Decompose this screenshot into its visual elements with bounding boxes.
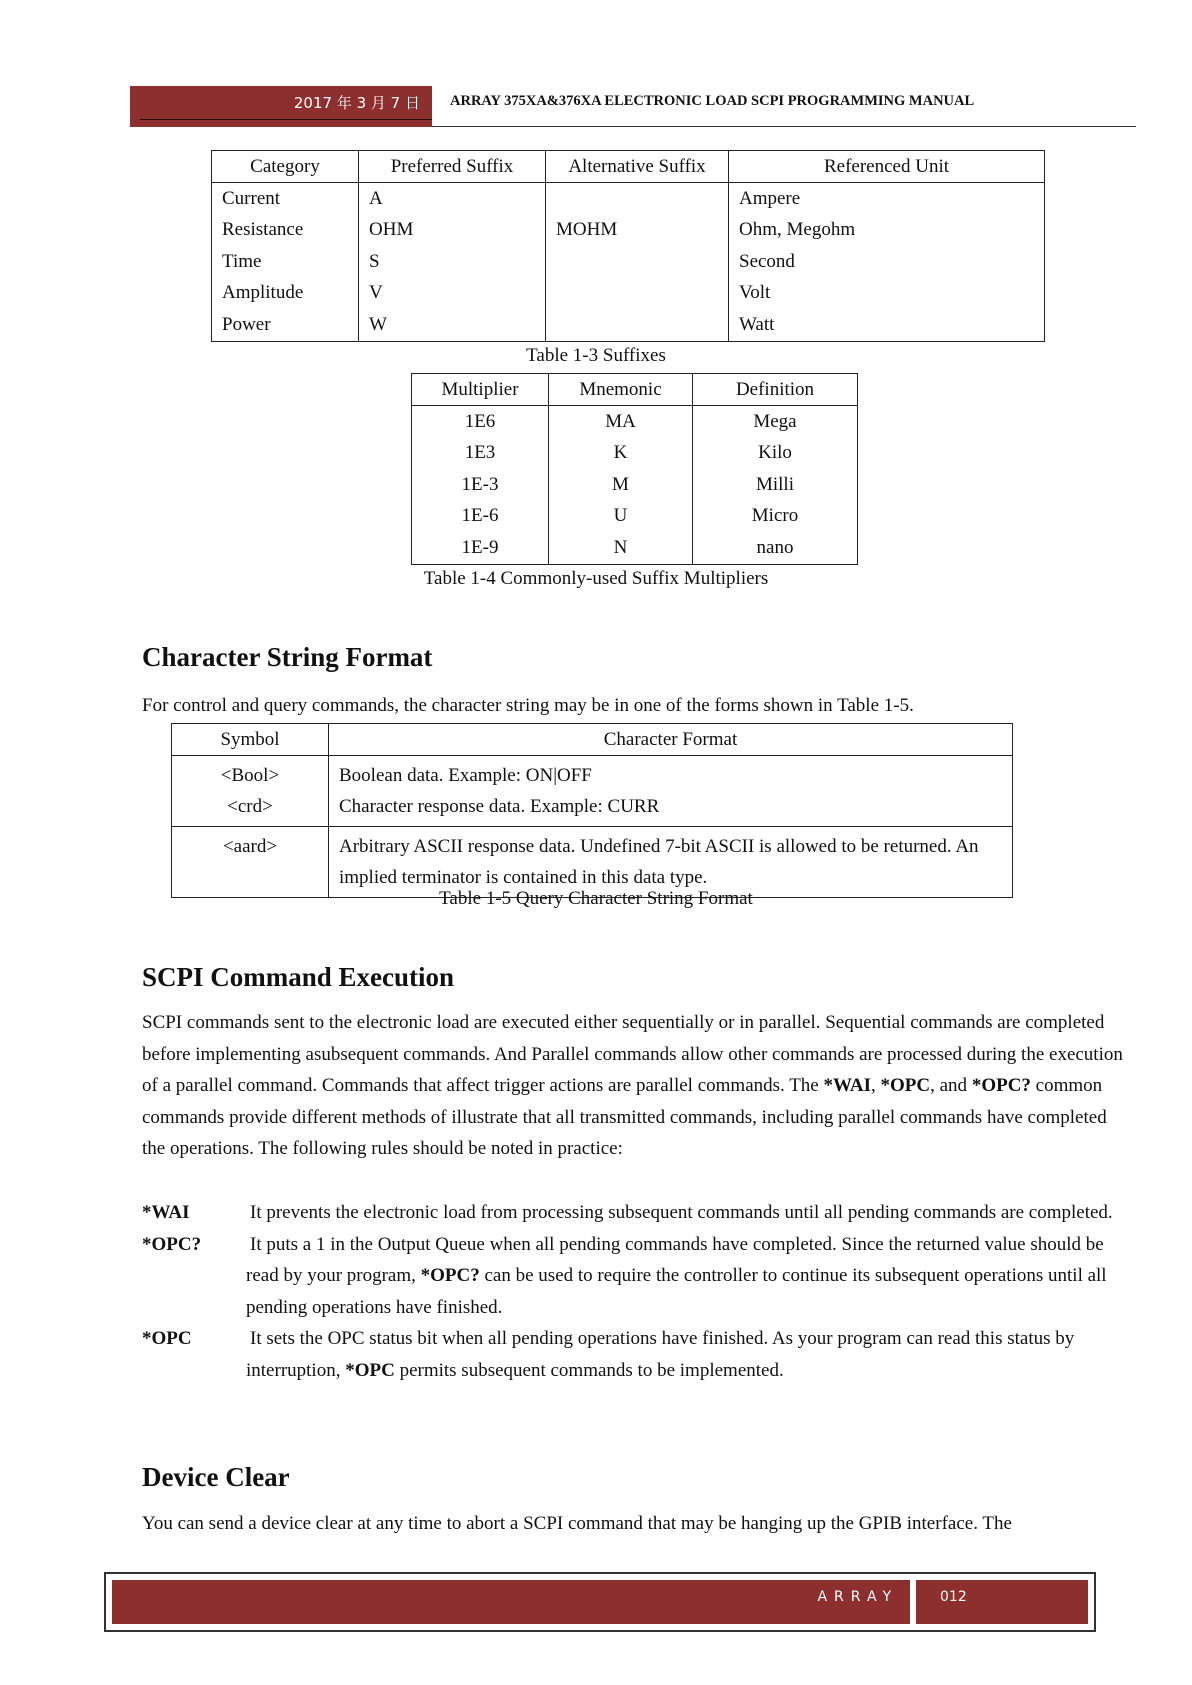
rule-text: It sets the OPC status bit when all pending operations have finished. As your program can read this status by interruption, bbox=[246, 1328, 1075, 1381]
table-cell bbox=[546, 309, 729, 341]
paragraph-text: common commands provide different methods of illustrate that all transmitted commands, including parallel commands have completed the operations. The following rules should be noted in practice: bbox=[142, 1075, 1107, 1160]
paragraph bbox=[142, 1007, 1132, 1165]
rule-term: *OPC? bbox=[142, 1233, 202, 1255]
table-cell: S bbox=[359, 246, 546, 278]
table-cell: U bbox=[549, 501, 693, 533]
paragraph-text: The bbox=[789, 1075, 824, 1097]
table-cell: M bbox=[549, 469, 693, 501]
table-cell: Watt bbox=[729, 309, 1045, 341]
table-row bbox=[212, 183, 1045, 215]
table-cell: Mega bbox=[693, 406, 858, 438]
table-cell: MA bbox=[549, 406, 693, 438]
rule-desc bbox=[246, 1229, 1132, 1324]
section-heading: Device Clear bbox=[142, 1462, 290, 1492]
table-cell: K bbox=[549, 438, 693, 470]
table-cell: 1E-6 bbox=[412, 501, 549, 533]
table-row bbox=[172, 756, 1013, 827]
rule-term: *OPC bbox=[142, 1328, 192, 1350]
table-row bbox=[212, 215, 1045, 247]
paragraph-text: , and bbox=[930, 1075, 972, 1097]
table-header-row bbox=[172, 724, 1013, 756]
format-crd: Character response data. Example: CURR bbox=[339, 796, 660, 817]
header-rule bbox=[432, 126, 1136, 127]
command-opc-query: *OPC? bbox=[971, 1075, 1031, 1097]
table-cell: MOHM bbox=[546, 215, 729, 247]
table-cell: Current bbox=[212, 183, 359, 215]
table-cell: W bbox=[359, 309, 546, 341]
table-header-cell: Definition bbox=[693, 374, 858, 406]
table-row bbox=[172, 827, 1013, 898]
table-row bbox=[412, 438, 858, 470]
format-bool: Boolean data. Example: ON|OFF bbox=[339, 765, 592, 786]
table-cell bbox=[172, 756, 329, 827]
section-heading: Character String Format bbox=[142, 642, 433, 672]
table-cell: Power bbox=[212, 309, 359, 341]
rule-text: permits subsequent commands to be implemented. bbox=[394, 1359, 784, 1381]
table-caption: Table 1-3 Suffixes bbox=[526, 345, 666, 366]
table-header-cell: Referenced Unit bbox=[729, 151, 1045, 183]
table-row bbox=[212, 309, 1045, 341]
table-row bbox=[412, 406, 858, 438]
rule-item bbox=[142, 1323, 1132, 1386]
table-row bbox=[212, 246, 1045, 278]
rule-bold: *OPC? bbox=[420, 1265, 480, 1287]
table-caption: Table 1-4 Commonly-used Suffix Multipliers bbox=[423, 568, 769, 589]
table-cell: Volt bbox=[729, 278, 1045, 310]
table-cell: Second bbox=[729, 246, 1045, 278]
table-header-cell: Mnemonic bbox=[549, 374, 693, 406]
suffixes-table bbox=[211, 150, 1045, 342]
rule-desc bbox=[246, 1323, 1132, 1386]
table-header-cell: Character Format bbox=[329, 724, 1013, 756]
page-number: 012 bbox=[940, 1589, 967, 1605]
table-cell: 1E-3 bbox=[412, 469, 549, 501]
table-cell: Time bbox=[212, 246, 359, 278]
table-cell: Ampere bbox=[729, 183, 1045, 215]
rule-text: It puts a 1 in the Output Queue when all pending commands have completed. Since the returned value should be read by your program, bbox=[246, 1233, 1104, 1287]
table-cell bbox=[546, 278, 729, 310]
table-cell: Milli bbox=[693, 469, 858, 501]
symbol-crd: <crd> bbox=[227, 796, 273, 817]
header-date-rule bbox=[140, 119, 432, 120]
table-cell bbox=[546, 246, 729, 278]
symbol-bool: <Bool> bbox=[220, 765, 280, 786]
table-cell: 1E6 bbox=[412, 406, 549, 438]
rule-item bbox=[142, 1229, 1132, 1324]
header-date: 2017 年 3 月 7 日 bbox=[293, 94, 420, 112]
footer-bar bbox=[112, 1580, 1088, 1624]
rule-bold: *OPC bbox=[345, 1359, 395, 1381]
footer-divider bbox=[910, 1574, 916, 1630]
table-header-cell: Alternative Suffix bbox=[546, 151, 729, 183]
footer bbox=[104, 1572, 1096, 1632]
table-cell: 1E-9 bbox=[412, 532, 549, 564]
header-title: ARRAY 375XA&376XA ELECTRONIC LOAD SCPI PROGRAMMING MANUAL bbox=[450, 93, 975, 109]
table-cell: V bbox=[359, 278, 546, 310]
table-cell: Micro bbox=[693, 501, 858, 533]
rule-item bbox=[142, 1197, 1132, 1229]
table-header-row bbox=[412, 374, 858, 406]
rule-desc bbox=[246, 1197, 1132, 1229]
table-row bbox=[412, 469, 858, 501]
table-cell: Ohm, Megohm bbox=[729, 215, 1045, 247]
table-cell: nano bbox=[693, 532, 858, 564]
paragraph-text: SCPI commands sent to the electronic load are executed either sequentially or in parallel. Sequential commands are completed before implementing asubsequent commands. And Parallel commands allow other commands are processed during the execution of a parallel command. Commands that affect trigger actions are parallel commands. bbox=[142, 1012, 1123, 1097]
section-heading: SCPI Command Execution bbox=[142, 962, 455, 992]
paragraph: For control and query commands, the character string may be in one of the forms shown in Table 1-5. bbox=[142, 695, 914, 716]
table-row bbox=[212, 278, 1045, 310]
table-cell: Kilo bbox=[693, 438, 858, 470]
paragraph-text: , bbox=[871, 1075, 881, 1097]
table-header-cell: Preferred Suffix bbox=[359, 151, 546, 183]
rule-text: can be used to require the controller to continue its subsequent operations until all pending operations have finished. bbox=[246, 1265, 1107, 1318]
table-header-cell: Category bbox=[212, 151, 359, 183]
rule-text: It prevents the electronic load from processing subsequent commands until all pending commands are completed. bbox=[250, 1202, 1113, 1223]
table-row bbox=[412, 532, 858, 564]
table-cell: 1E3 bbox=[412, 438, 549, 470]
table-cell: OHM bbox=[359, 215, 546, 247]
command-opc: *OPC bbox=[880, 1075, 931, 1097]
table-cell bbox=[546, 183, 729, 215]
table-header-cell: Symbol bbox=[172, 724, 329, 756]
rule-term: *WAI bbox=[142, 1202, 190, 1223]
table-cell: A bbox=[359, 183, 546, 215]
table-cell: Resistance bbox=[212, 215, 359, 247]
table-cell: N bbox=[549, 532, 693, 564]
table-header-cell: Multiplier bbox=[412, 374, 549, 406]
table-cell: <aard> bbox=[172, 827, 329, 898]
command-wai: *WAI bbox=[823, 1075, 872, 1097]
table-row bbox=[412, 501, 858, 533]
paragraph: You can send a device clear at any time to abort a SCPI command that may be hanging up the GPIB interface. The bbox=[142, 1513, 1012, 1534]
table-cell: Amplitude bbox=[212, 278, 359, 310]
footer-brand: ARRAY bbox=[817, 1589, 898, 1605]
char-format-table bbox=[171, 723, 1013, 898]
table-cell: Arbitrary ASCII response data. Undefined 7-bit ASCII is allowed to be returned. An implied terminator is contained in this data type. bbox=[329, 827, 1013, 898]
table-caption: Table 1-5 Query Character String Format bbox=[439, 888, 753, 909]
multipliers-table bbox=[411, 373, 858, 565]
table-cell bbox=[329, 756, 1013, 827]
table-header-row bbox=[212, 151, 1045, 183]
rules-list bbox=[142, 1197, 1132, 1387]
